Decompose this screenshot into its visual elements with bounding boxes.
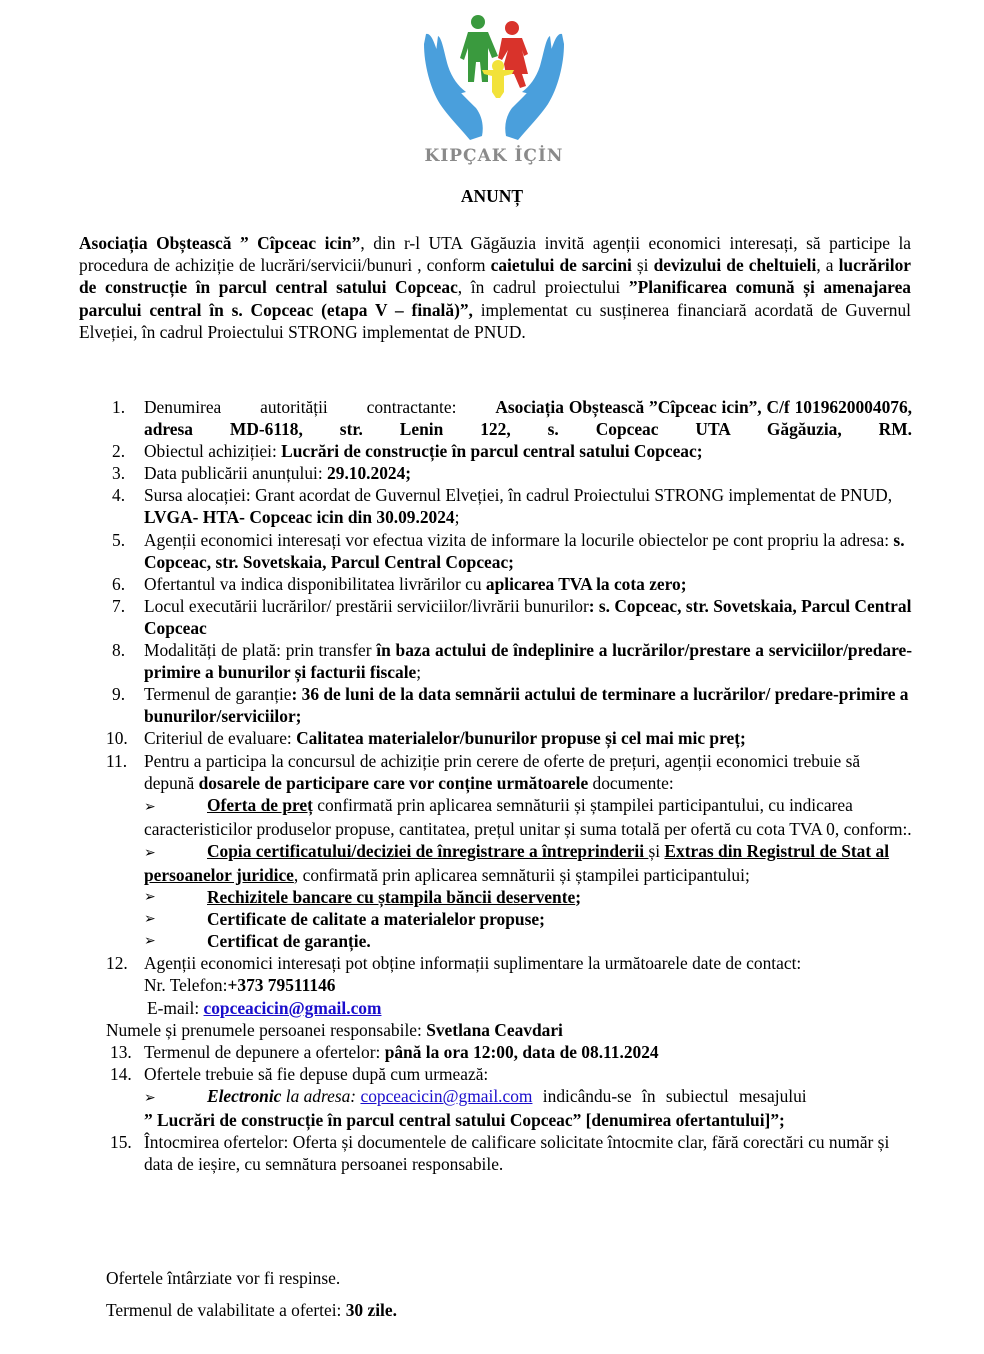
list-item xyxy=(110,1041,912,1063)
item-value: : 36 de luni de la data semnării actului de terminare a lucrărilor/ predare-primire a bunurilor/serviciilor; xyxy=(144,684,909,727)
adult-figure-red-icon xyxy=(505,21,519,35)
item-tail: ; xyxy=(454,507,460,528)
email-subject: ” Lucrări de construcție în parcul central satului Copceac” [denumirea ofertantului]”; xyxy=(144,1110,785,1130)
list-item xyxy=(110,1063,912,1131)
bullet-text: la adresa: xyxy=(281,1085,357,1106)
adult-figure-green-icon xyxy=(471,15,485,29)
validity-value: 30 zile. xyxy=(345,1300,397,1320)
document-bullet xyxy=(144,930,912,952)
item-value: Asociația Obștească ”Cîpceac icin”, C/f 1019620004076, adresa MD-6118, str. Lenin 122, s. Copceac UTA Găgăuzia, RM. xyxy=(144,397,913,440)
item-label: Obiectul achiziției: xyxy=(144,441,282,462)
project-name: ”Planificarea comună și amenajarea parcului central în s. Copceac (etapa V – finală)”, xyxy=(79,277,911,320)
intro-text: implementat cu susținerea financiară acordată de Guvernul Elveției, în cadrul Proiectului STRONG implementat de PNUD. xyxy=(79,299,911,342)
item-label: Agenții economici interesați pot obține informații suplimentare la următoarele date de contact: xyxy=(144,953,802,974)
list-item xyxy=(106,573,912,595)
item-label: Pentru a participa la concursul de achiziție prin cerere de oferte de prețuri, agenții economici trebuie să depună xyxy=(144,750,861,793)
item-number: 5. xyxy=(112,529,126,550)
intro-text: , în cadrul proiectului xyxy=(457,277,629,298)
arrow-bullet-icon: ➢ xyxy=(144,1089,156,1106)
item-tail: ; xyxy=(416,662,422,683)
bullet-emphasis: Rechizitele bancare cu ștampila băncii deservente xyxy=(207,887,576,908)
item-label: Întocmirea ofertelor: Oferta și documentele de calificare solicitate întocmite clar, fără corectări cu număr și data de ieșire, cu semnătura persoanei responsabile. xyxy=(144,1132,890,1175)
list-item xyxy=(106,462,912,484)
list-item-contact xyxy=(106,952,912,1018)
logo-text: KIPÇAK İÇİN xyxy=(424,146,564,166)
email-link[interactable]: copceacicin@gmail.com xyxy=(203,997,382,1018)
item-label: Sursa alocației: Grant acordat de Guvernul Elveției, în cadrul Proiectului STRONG implementat de PNUD, xyxy=(144,485,893,506)
document-bullet xyxy=(144,908,912,930)
bullet-text: și xyxy=(648,840,665,861)
item-number: 1. xyxy=(112,397,126,417)
bullet-emphasis: Electronic xyxy=(207,1085,282,1106)
arrow-bullet-icon: ➢ xyxy=(144,933,156,950)
list-item xyxy=(106,595,912,639)
requirements-list xyxy=(106,396,912,1175)
document-bullet xyxy=(144,886,912,908)
intro-text: și xyxy=(631,255,654,276)
item-number: 9. xyxy=(112,684,126,705)
responsible-person xyxy=(106,1019,912,1041)
item-label: Modalități de plată: prin transfer xyxy=(144,640,377,661)
intro-emphasis: lucrărilor de construcție în parcul central satului Copceac xyxy=(79,255,911,298)
item-value: Lucrări de construcție în parcul central satului Copceac; xyxy=(281,441,703,462)
validity-note xyxy=(106,1300,397,1321)
bullet-tail: ; xyxy=(575,887,581,908)
organization-logo xyxy=(418,8,570,168)
phone-number: +373 79511146 xyxy=(227,975,336,996)
bullet-emphasis: Certificate de calitate a materialelor propuse; xyxy=(207,909,545,930)
list-item xyxy=(106,396,912,440)
item-label: Criteriul de evaluare: xyxy=(144,728,297,749)
item-value: dosarele de participare care vor conține următoarele xyxy=(198,772,589,793)
list-item xyxy=(106,440,912,462)
item-label: Locul executării lucrărilor/ prestării serviciilor/livrării bunurilor xyxy=(144,595,589,616)
item-label: Data publicării anunțului: xyxy=(144,463,328,484)
validity-label: Termenul de valabilitate a ofertei: xyxy=(106,1300,346,1320)
submission-deadline: până la ora 12:00, data de 08.11.2024 xyxy=(384,1041,659,1062)
organization-name: Asociația Obștească ” Cîpceac icin” xyxy=(79,233,361,253)
email-link[interactable]: copceacicin@gmail.com xyxy=(360,1085,533,1106)
item-number: 7. xyxy=(112,595,126,616)
bullet-text: confirmată prin aplicarea semnăturii și ștampilei participantului, cu indicarea caracteristicilor produselor propuse, cantitatea, prețul unitar și suma totală per ofertă cu cota TVA 0, conform:. xyxy=(144,794,912,839)
intro-text: , din r-l UTA Găgăuzia invită agenții economici interesați, să participe la procedura de achiziție de lucrări/servicii/bunuri , conform xyxy=(79,233,911,276)
item-label: Ofertele trebuie să fie depuse după cum urmează: xyxy=(144,1063,489,1084)
email-label: E-mail: xyxy=(147,997,204,1018)
item-tail: documente: xyxy=(588,772,674,793)
item-number: 10. xyxy=(106,728,128,749)
list-item xyxy=(110,1131,912,1175)
arrow-bullet-icon: ➢ xyxy=(144,844,156,861)
item-label: Termenul de depunere a ofertelor: xyxy=(144,1041,385,1062)
item-value: LVGA- HTA- Copceac icin din 30.09.2024 xyxy=(144,507,455,528)
intro-paragraph xyxy=(79,232,911,343)
item-value: în baza actului de îndeplinire a lucrărilor/prestare a serviciilor/predare-primire a bunurilor și facturii fiscale xyxy=(144,640,912,683)
list-item xyxy=(106,639,912,683)
item-label: Agenții economici interesați vor efectua vizita de informare la locurile obiectelor pe cont propriu la adresa: xyxy=(144,529,894,550)
list-item xyxy=(106,484,912,528)
item-value: s. Copceac, str. Sovetskaia, Parcul Central Copceac; xyxy=(144,529,905,572)
list-item xyxy=(106,750,912,953)
list-item xyxy=(106,727,912,749)
bullet-text: , confirmată prin aplicarea semnăturii și ștampilei participantului; xyxy=(293,864,750,885)
price-offer-label: Oferta de preț xyxy=(207,794,313,815)
bullet-emphasis: Copia certificatului/deciziei de înregistrare a întreprinderii xyxy=(207,840,649,861)
item-number: 4. xyxy=(112,485,126,506)
intro-emphasis: caietului de sarcini xyxy=(490,255,632,276)
item-label: Denumirea autorității contractante: xyxy=(144,397,496,417)
item-number: 12. xyxy=(106,953,128,974)
item-number: 15. xyxy=(110,1132,132,1153)
item-number: 3. xyxy=(112,463,126,484)
item-value: : s. Copceac, str. Sovetskaia, Parcul Central Copceac xyxy=(144,595,912,638)
item-number: 2. xyxy=(112,441,126,462)
submission-bullet xyxy=(144,1085,912,1131)
document-bullet xyxy=(144,794,912,840)
intro-text: , a xyxy=(816,255,839,276)
page-title: ANUNȚ xyxy=(460,186,524,206)
bullet-text: indicându-se în subiectul mesajului xyxy=(532,1085,807,1106)
late-offers-note: Ofertele întârziate vor fi respinse. xyxy=(106,1268,341,1288)
item-number: 11. xyxy=(106,750,128,771)
list-item xyxy=(106,683,912,727)
phone-label: Nr. Telefon: xyxy=(144,975,228,996)
publication-date: 29.10.2024; xyxy=(327,463,412,484)
intro-emphasis: devizului de cheltuieli xyxy=(653,255,817,276)
item-number: 14. xyxy=(110,1063,132,1084)
item-label: Ofertantul va indica disponibilitatea livrărilor cu xyxy=(144,573,486,594)
document-bullet xyxy=(144,840,912,886)
item-number: 13. xyxy=(110,1041,132,1062)
item-number: 8. xyxy=(112,640,126,661)
arrow-bullet-icon: ➢ xyxy=(144,889,156,906)
arrow-bullet-icon: ➢ xyxy=(144,798,156,815)
item-value: aplicarea TVA la cota zero; xyxy=(485,573,687,594)
item-label: Termenul de garanție xyxy=(144,684,292,705)
bullet-emphasis: Certificat de garanție. xyxy=(207,931,371,952)
responsible-name: Svetlana Ceavdari xyxy=(426,1019,563,1040)
list-item xyxy=(106,529,912,573)
responsible-label: Numele și prenumele persoanei responsabile: xyxy=(106,1019,427,1040)
item-value: Calitatea materialelor/bunurilor propuse și cel mai mic preț; xyxy=(296,728,746,749)
bullet-emphasis: Extras din Registrul de Stat al persoanelor juridice xyxy=(144,840,890,885)
logo-graphic xyxy=(418,8,570,168)
arrow-bullet-icon: ➢ xyxy=(144,911,156,928)
item-number: 6. xyxy=(112,573,126,594)
